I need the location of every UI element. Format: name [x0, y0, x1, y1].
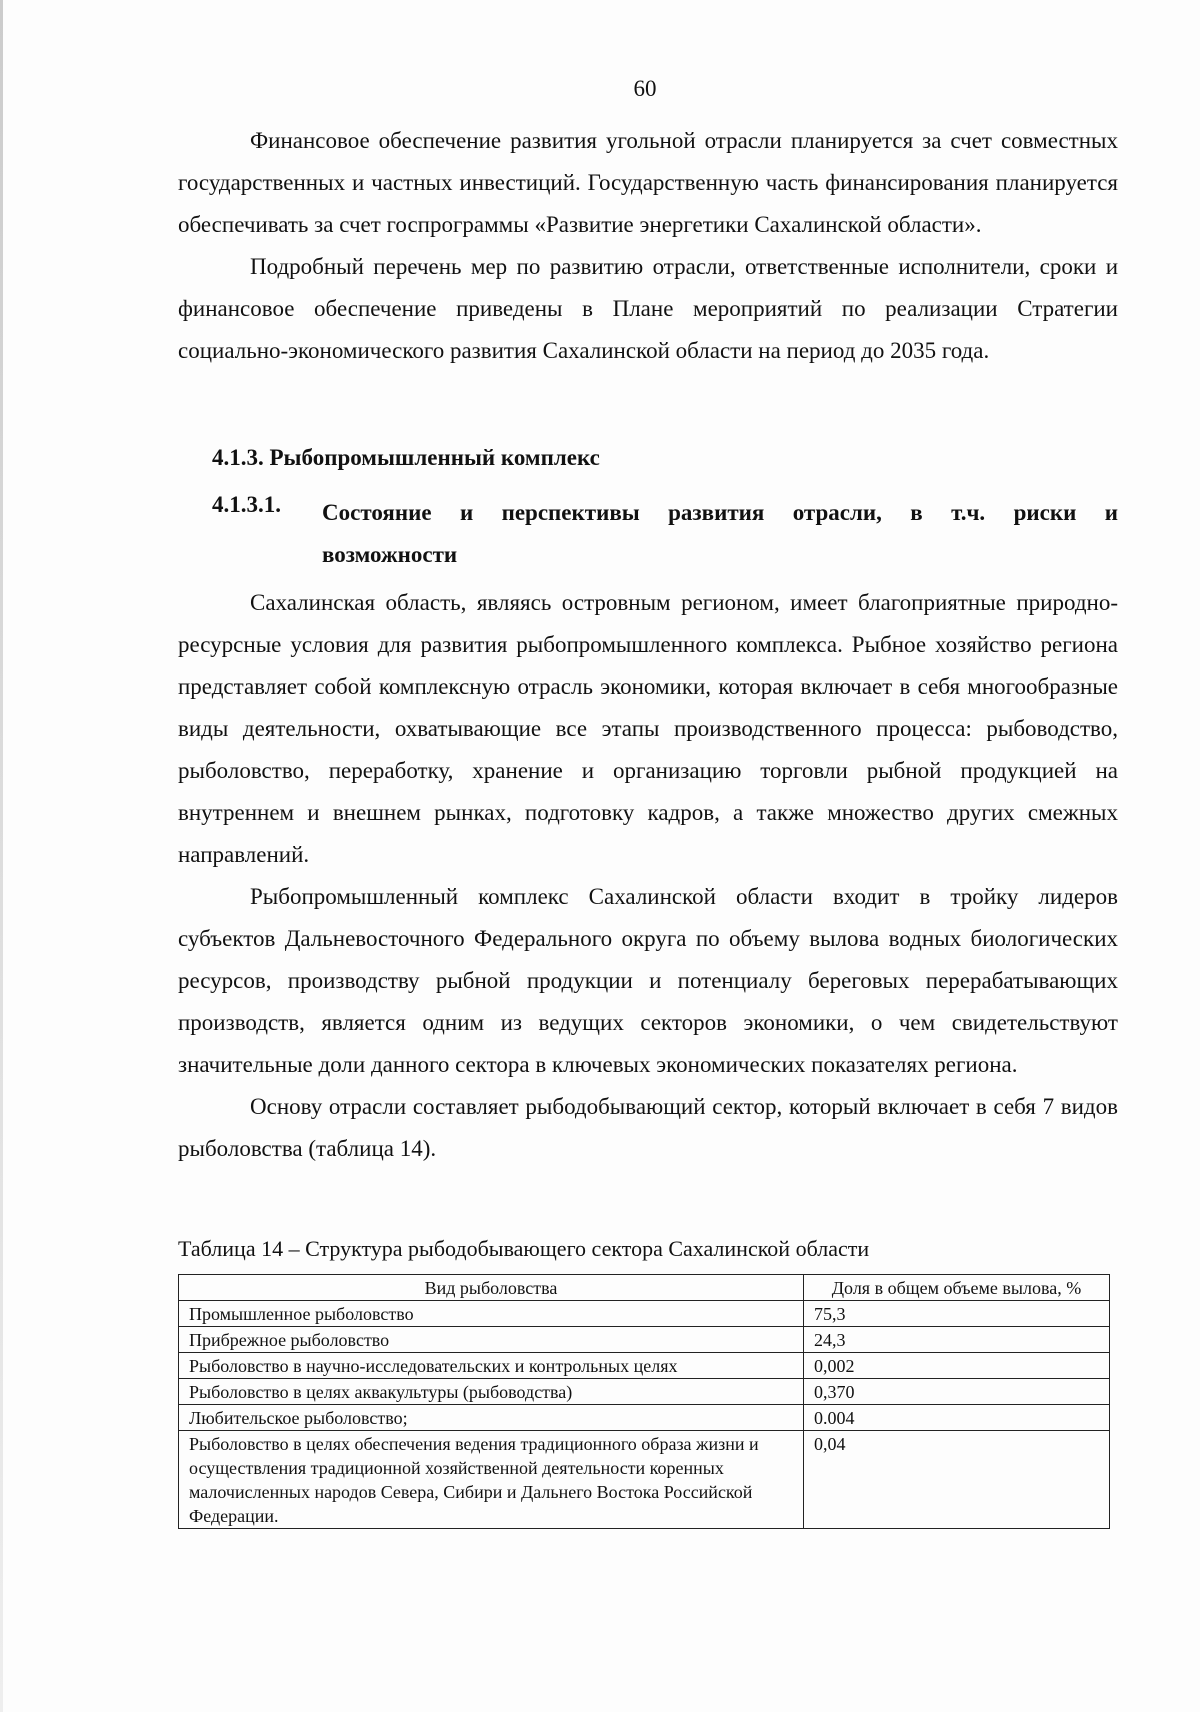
subsection-number: 4.1.3.1. — [212, 492, 281, 517]
table-row — [179, 1327, 1110, 1353]
cell-type: Промышленное рыболовство — [179, 1301, 804, 1327]
paragraph: Основу отрасли составляет рыбодобывающий сектор, который включает в себя 7 видов рыболовства (таблица 14). — [178, 1094, 1118, 1161]
section-number: 4.1.3. — [212, 445, 264, 470]
scan-edge — [0, 0, 3, 1712]
header-fishing-type: Вид рыболовства — [179, 1275, 804, 1301]
section-title: Рыбопромышленный комплекс — [269, 445, 600, 470]
cell-share: 0,002 — [804, 1353, 1110, 1379]
table-caption: Таблица 14 – Структура рыбодобывающего сектора Сахалинской области — [178, 1236, 870, 1261]
cell-type: Рыболовство в научно-исследовательских и контрольных целях — [179, 1353, 804, 1379]
paragraph: Подробный перечень мер по развитию отрасли, ответственные исполнители, сроки и финансовое обеспечение приведены в Плане мероприятий по реализации Стратегии социально-экономического развития Сахалинской области на период до 2035 года. — [178, 254, 1118, 363]
table-row — [179, 1431, 1110, 1529]
table-row — [179, 1405, 1110, 1431]
paragraph: Рыбопромышленный комплекс Сахалинской области входит в тройку лидеров субъектов Дальневосточного Федерального округа по объему вылова водных биологических ресурсов, производству рыбной продукции и потенциалу береговых перерабатывающих производств, является одним из ведущих секторов экономики, о чем свидетельствуют значительные доли данного сектора в ключевых экономических показателях региона. — [178, 884, 1118, 1077]
header-share: Доля в общем объеме вылова, % — [804, 1275, 1110, 1301]
cell-share: 24,3 — [804, 1327, 1110, 1353]
paragraph: Финансовое обеспечение развития угольной отрасли планируется за счет совместных государственных и частных инвестиций. Государственную часть финансирования планируется обеспечивать за счет госпрограммы «Развитие энергетики Сахалинской области». — [178, 128, 1118, 237]
cell-share: 75,3 — [804, 1301, 1110, 1327]
paragraph: Сахалинская область, являясь островным регионом, имеет благоприятные природно-ресурсные условия для развития рыбопромышленного комплекса. Рыбное хозяйство региона представляет собой комплексную отрасль экономики, которая включает в себя многообразные виды деятельности, охватывающие все этапы производственного процесса: рыбоводство, рыболовство, переработку, хранение и организацию торговли рыбной продукцией на внутреннем и внешнем рынках, подготовку кадров, а также множество других смежных направлений. — [178, 590, 1118, 867]
cell-share: 0,370 — [804, 1379, 1110, 1405]
fishing-structure-table — [178, 1274, 1110, 1529]
main-text — [178, 582, 1118, 1170]
intro-text — [178, 120, 1118, 372]
cell-type: Рыболовство в целях аквакультуры (рыбоводства) — [179, 1379, 804, 1405]
cell-type: Прибрежное рыболовство — [179, 1327, 804, 1353]
table-row — [179, 1379, 1110, 1405]
page-number: 60 — [633, 76, 657, 101]
cell-type: Рыболовство в целях обеспечения ведения традиционного образа жизни и осуществления традиционной хозяйственной деятельности коренных малочисленных народов Севера, Сибири и Дальнего Востока Российской Федерации. — [179, 1431, 804, 1529]
section-heading — [212, 445, 600, 471]
cell-share: 0,04 — [804, 1431, 1110, 1529]
table-row — [179, 1353, 1110, 1379]
cell-type: Любительское рыболовство; — [179, 1405, 804, 1431]
table-header-row — [179, 1275, 1110, 1301]
cell-share: 0.004 — [804, 1405, 1110, 1431]
subsection-title: Состояние и перспективы развития отрасли, в т.ч. риски и возможности — [322, 500, 1118, 567]
table-row — [179, 1301, 1110, 1327]
